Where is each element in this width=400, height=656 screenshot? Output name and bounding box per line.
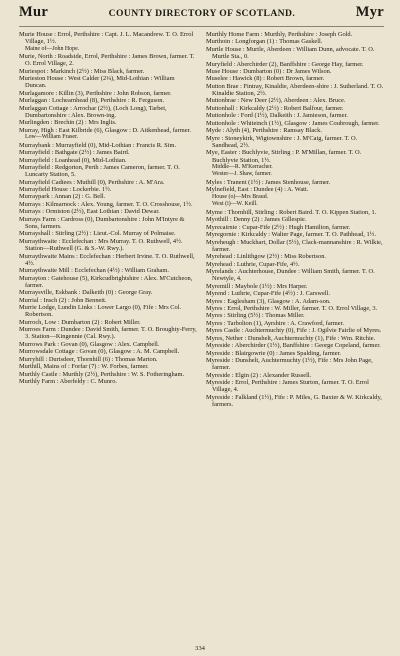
directory-entry: Murryhill : Durisdeer, Thornhill (6) : Thomas Marton.	[19, 355, 158, 363]
directory-entry: Murrays : Kilmarnock : Alex. Young, farmer. T. O. Crosshouse, 1½.	[19, 200, 193, 208]
directory-entry: Muse House : Dumbarton (0) : Dr James Wilson.	[206, 67, 332, 75]
header-right-guide-word: Myr	[355, 4, 384, 20]
directory-entry: Murlaggan Cottage : Arrochar (2½), (Loch Long), Tarbet, Dumbartonshire : Alex. Brown-ing.	[19, 104, 167, 119]
directory-entry: Myre : Stoneykirk, Wigtownshire : J. M'Caig, farmer. T. O. Sandhead, 2½.	[206, 134, 358, 149]
directory-entry: Murraybank : Murrayfield (0), Mid-Lothian : Francis R. Sim.	[19, 141, 177, 149]
directory-entry: Murrie Lodge, Lundin Links : Lower Largo (0), Fife : Mrs Col. Robertson.	[19, 304, 182, 319]
directory-entry: Murie House : Errol, Perthshire : Capt. J. L. Macandrew. T. O. Errol Village, 1½.	[19, 31, 194, 46]
directory-entry: Murraythwaite Mill : Ecclefechan (4½) : William Graham.	[19, 267, 169, 275]
directory-entry: Myres : Tarbolton (1), Ayrshire : A. Crawford, farmer.	[206, 319, 344, 327]
directory-entry: Myregornie : Kirkcaldy : Walter Page, farmer. T. O. Pathhead, 1½.	[206, 231, 377, 239]
directory-entry: Myremill : Maybole (1½) : Mrs Harper.	[206, 282, 308, 290]
directory-entry: Murthill, Mains of : Forfar (7) : W. Forbes, farmer.	[19, 363, 149, 371]
directory-entry: Murrayfield : Loanhead (0), Mid-Lothian.	[19, 156, 127, 164]
directory-entry: Murthly Castle : Murthly (2½), Perthshire : W. S. Fotheringham.	[19, 370, 185, 378]
directory-entry: Myreside : Blairgowrie (0) : James Spalding, farmer.	[206, 349, 341, 357]
directory-entry: Murrowsdale Cottage : Govan (0), Glasgow : A. M. Campbell.	[19, 348, 180, 356]
directory-entry: Murlagamore : Killin (3), Perthshire : John Robson, farmer.	[19, 89, 172, 97]
directory-entry: Murie, North : Roadside, Errol, Perthshire : James Brown, farmer. T. O. Errol Village, 2.	[19, 53, 195, 68]
directory-entry: Muryfield : Aberchirder (2), Banffshire : George Hay, farmer.	[206, 60, 364, 68]
directory-entry: Low—William Fraser.	[25, 134, 79, 141]
directory-entry: Murieston House : West Calder (2¼), Mid-Lothian : William Duncan.	[19, 75, 175, 90]
directory-entry: Murrayton : Gatehouse (5), Kirkcudbrightshire : Alex. M'Cutcheon, farmer.	[19, 274, 193, 289]
header-title: COUNTY DIRECTORY OF SCOTLAND.	[108, 8, 296, 19]
directory-entry: Murlaggan : Lochearnhead (8), Perthshire : R. Ferguson.	[19, 97, 165, 105]
directory-entry: Myreside : Falkland (1½), Fife : P. Miles, G. Baxter & W. Kirkcaldy, farmers.	[206, 393, 382, 408]
directory-entry: Myles : Tranent (1½) : James Stenhouse, farmer.	[206, 178, 331, 186]
directory-entry: Murthoin : Longforgan (1) : Thomas Gaskell.	[206, 38, 323, 46]
right-column	[206, 31, 384, 646]
directory-entry: Myrecairnie : Cupar-Fife (2½) : Hugh Hamilton, farmer.	[206, 223, 351, 231]
directory-entry: Murrows Park : Govan (0), Glasgow : Alex. Campbell.	[19, 340, 160, 348]
directory-entry: Murray, High : East Kilbride (6), Glasgow : D. Aitkenhead, farmer.	[19, 126, 191, 134]
directory-entry: Murrayfield : Redgorton, Perth : James Cameron, farmer. T. O. Luncarty Station, 5.	[19, 163, 180, 179]
directory-entry: Wester—J. Shaw, farmer.	[212, 171, 272, 178]
directory-columns	[19, 31, 384, 646]
directory-entry: Myreside : Elgin (2) : Alexander Russell.	[206, 371, 312, 379]
directory-entry: House (o)—Mrs Braud.	[212, 193, 269, 200]
directory-entry: Murraythwaite : Ecclefechan : Mrs Murray. T. O. Ruthwell, 4½. Station—Ruthwell (G. & S.-W. Rwy.).	[19, 237, 183, 253]
directory-entry: Myreside : Aberchirder (1½), Banffshire : George Copeland, farmer.	[206, 342, 381, 350]
directory-entry: Muttonhall : Kirkcaldy (2½) : Robert Balfour, farmer.	[206, 104, 344, 112]
directory-entry: Murroes Farm : Dundee : David Smith, farmer. T. O. Broughty-Ferry, 3. Station—Kingennie (Cal. Rwy.).	[19, 326, 197, 341]
directory-entry: Murthly Home Farm : Murthly, Perthshire : Joseph Gold.	[206, 31, 353, 38]
directory-entry: Murraysville, Eskbank : Dalkeith (0) : George Gray.	[19, 289, 153, 297]
directory-entry: West (i)—W. Keill.	[212, 201, 258, 208]
directory-entry: Muttonbrae : New Deer (2½), Aberdeen : Alex. Bruce.	[206, 97, 346, 105]
header-left-guide-word: Mur	[19, 4, 49, 20]
directory-entry: Murraythwaite Mains : Ecclefechan : Herbert Irvine. T. O. Ruthwell, 4½.	[19, 252, 195, 267]
directory-entry: Muselee : Hawick (8) : Robert Brown, farmer.	[206, 75, 325, 83]
page-header	[19, 4, 384, 27]
directory-entry: Murrays Farm : Cardross (0), Dumbartonshire : John M'Intyre & Sons, farmers.	[19, 215, 185, 230]
directory-entry: Muttonhole : Whiteinch (1½), Glasgow : James Coubrough, farmer.	[206, 119, 380, 127]
directory-entry: Murrayfield House : Lockerbie. 1½.	[19, 186, 112, 194]
directory-entry: Myrehead : Linlithgow (2½) : Miss Robertson.	[206, 253, 326, 261]
directory-entry: Myothill : Denny (2) : James Gillespie.	[206, 216, 307, 224]
directory-entry: Myrend : Luthrie, Cupar-Fife (4½) : J. Carswell.	[206, 290, 330, 298]
left-column	[19, 31, 197, 646]
directory-entry: Myrehead : Luthrie, Cupar-Fife, 4½.	[206, 260, 300, 268]
directory-entry: Myres : Errol, Perthshire : W. Miller, farmer. T. O. Errol Village, 3.	[206, 304, 378, 312]
directory-entry: Myrelands : Auchterhouse, Dundee : William Smith, farmer. T. O. Newtyle, 4.	[206, 268, 375, 283]
directory-entry: Myreheugh : Muckhart, Dollar (5½), Clack-mannanshire : R. Wilkie, farmer.	[206, 238, 383, 253]
directory-entry: Myreside : Errol, Perthshire : James Sturton, farmer. T. O. Errol Village, 4.	[206, 379, 369, 394]
directory-entry: Myme : Thornhill, Stirling : Robert Baird. T. O. Kippen Station, 1.	[206, 208, 377, 216]
directory-entry: Murrayfield Cadiees : Muthill (0), Perthshire : A. M'Ara.	[19, 178, 165, 186]
directory-entry: Myde : Alyth (4), Perthshire : Ramsay Black.	[206, 127, 322, 135]
directory-entry: Myreside : Dunshelt, Auchtermuchty (1½), Fife : Mrs John Page, farmer.	[206, 357, 373, 372]
directory-entry: Murrayfield : Bathgate (2½) : James Baird.	[19, 149, 130, 157]
directory-entry: Murroch, Low : Dumbarton (2) : Robert Miller.	[19, 318, 141, 326]
directory-entry: Murthly Farm : Aberfeldy : C. Munro.	[19, 378, 117, 386]
page-number: 334	[195, 645, 205, 652]
directory-entry: Myres : Eaglesham (3), Glasgow : A. Adam-son.	[206, 297, 331, 305]
directory-entry: Murraypark : Annan (2) : G. Bell.	[19, 193, 106, 201]
directory-entry: Muttonhole : Ford (1½), Dalkeith : J. Jamieson, farmer.	[206, 112, 348, 120]
directory-entry: Mutton Brae : Fintray, Kinaldie, Aberdeen-shire : J. Sutherland. T. O. Kinaldie Station, 2½.	[206, 82, 384, 98]
directory-entry: Mye, Easter : Buchlyvie, Stirling : P. M'Millan, farmer. T. O. Buchlyvie Station, 1½.	[206, 149, 362, 164]
directory-entry: Murrays : Ormiston (2½), East Lothian : David Dewar.	[19, 208, 160, 216]
directory-entry: Mylnefield, East : Dundee (4) : A. Watt.	[206, 186, 309, 194]
directory-entry: Middle—R. M'Kerracher.	[212, 163, 273, 170]
directory-entry: Murlingden : Brechin (2) : Mrs Inglis.	[19, 119, 117, 127]
directory-entry: Myres, Nether : Dunshelt, Auchtermuchty (1), Fife : Wm. Ritchie.	[206, 334, 376, 342]
directory-entry: Maine of—John Hope.	[25, 45, 80, 52]
directory-entry: Murrayshall : Stirling (2½) : Lieut.-Col. Murray of Polmaise.	[19, 230, 176, 238]
directory-entry: Myres Castle : Auchtermuchty (0), Fife : J. Ogilvie Fairlie of Myres.	[206, 327, 382, 335]
directory-entry: Muriespot : Markinch (2½) : Miss Black, farmer.	[19, 67, 145, 75]
directory-entry: Murrial : Insch (2) : John Bennett.	[19, 296, 107, 304]
directory-entry: Murtle House : Murtle, Aberdeen : William Dunn, advocate. T. O. Murtle Sta., 0.	[206, 45, 375, 61]
directory-entry: Myres : Stirling (5½) : Thomas Miller.	[206, 312, 305, 320]
